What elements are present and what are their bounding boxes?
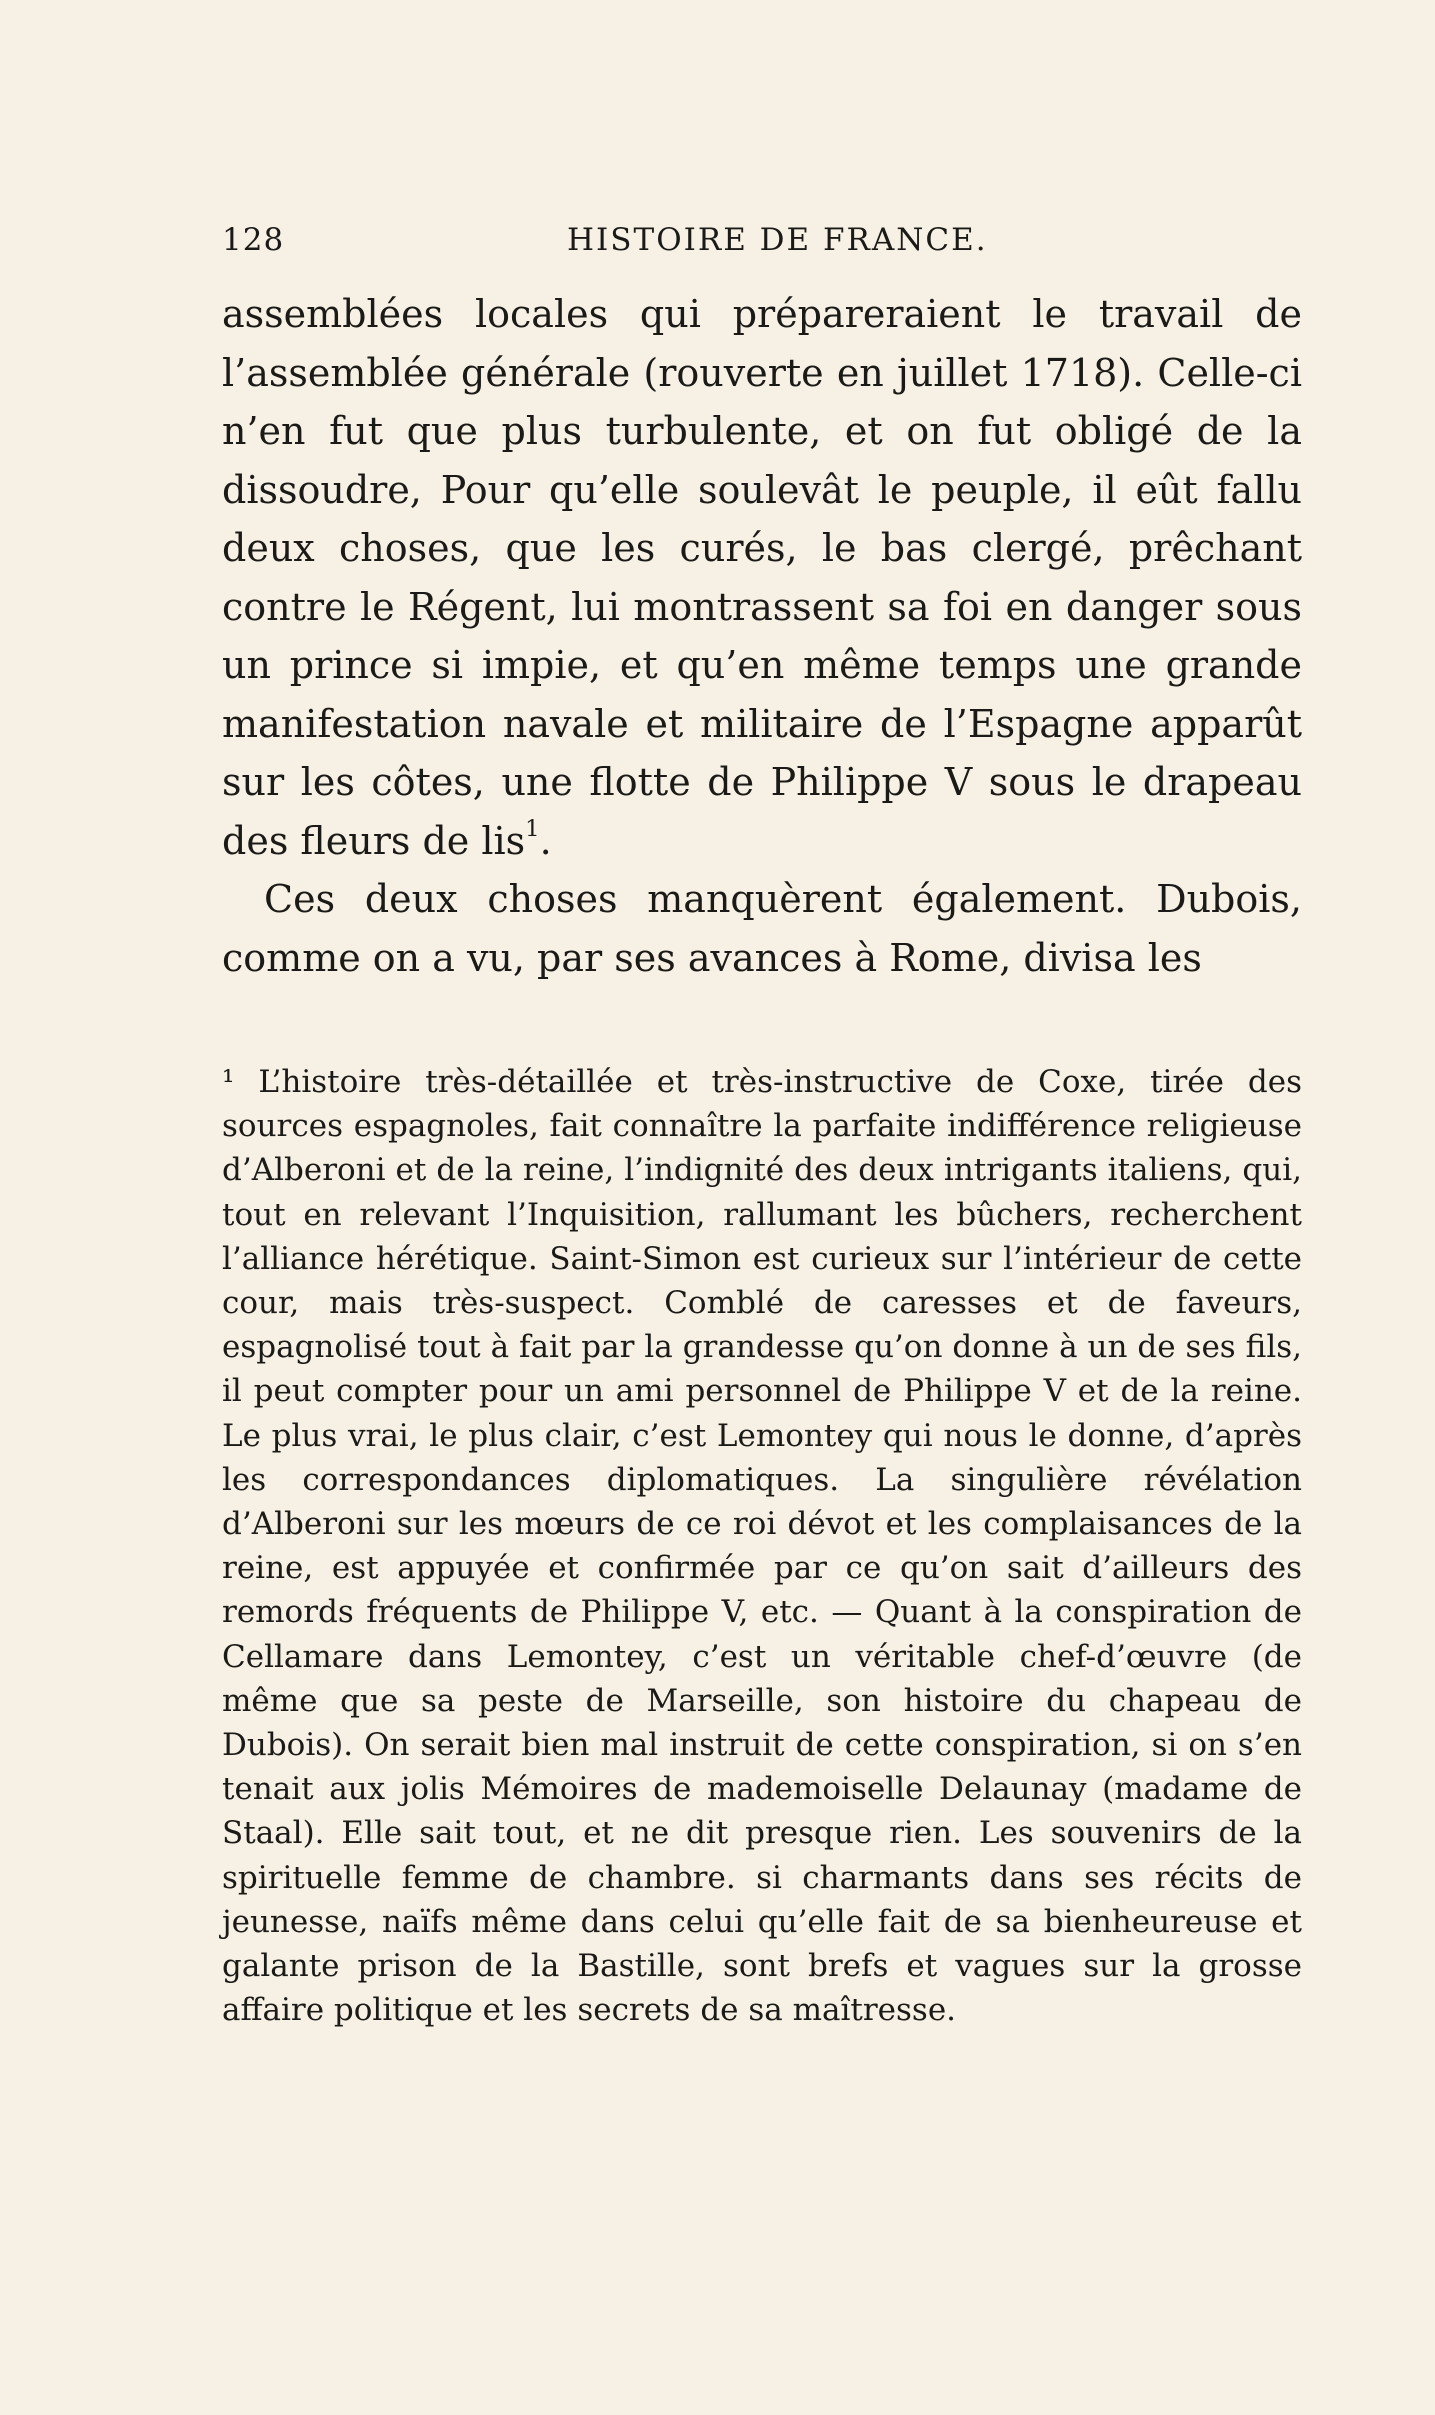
footnote-reference: 1 bbox=[525, 815, 540, 842]
footnote-marker: ¹ bbox=[222, 1064, 235, 1100]
running-title: HISTOIRE DE FRANCE. bbox=[567, 222, 988, 258]
footnote-text: L’histoire très-détaillée et très-instructive de Coxe, tirée des sources espagnoles, fait connaître la parfaite indifférence religieuse d’Alberoni et de la reine, l’indignité des deux intrigants italiens, qui, tout en relevant l’Inquisition, rallumant les bûchers, recherchent l’alliance hérétique. Saint-Simon est curieux sur l’intérieur de cette cour, mais très-suspect. Comblé de caresses et de faveurs, espagnolisé tout à fait par la grandesse qu’on donne à un de ses fils, il peut compter pour un ami personnel de Philippe V et de la reine. Le plus vrai, le plus clair, c’est Lemontey qui nous le donne, d’après les correspondances diplomatiques. La singulière révélation d’Alberoni sur les mœurs de ce roi dévot et les complaisances de la reine, est appuyée et confirmée par ce qu’on sait d’ailleurs des remords fréquents de Philippe V, etc. — Quant à la conspiration de Cellamare dans Lemontey, c’est un véritable chef-d’œuvre (de même que sa peste de Marseille, son histoire du chapeau de Dubois). On serait bien mal instruit de cette conspiration, si on s’en tenait aux jolis Mémoires de mademoiselle Delaunay (madame de Staal). Elle sait tout, et ne dit presque rien. Les souvenirs de la spirituelle femme de chambre. si charmants dans ses récits de jeunesse, naïfs même dans celui qu’elle fait de sa bienheureuse et galante prison de la Bastille, sont brefs et vagues sur la grosse affaire politique et les secrets de sa maîtresse. bbox=[222, 1064, 1302, 2029]
paragraph-end: . bbox=[539, 818, 552, 863]
paragraph bbox=[222, 285, 1302, 870]
paragraph-text: assemblées locales qui prépareraient le travail de l’assemblée générale (rouverte en juillet 1718). Celle-ci n’en fut que plus turbulente, et on fut obligé de la dissoudre, Pour qu’elle soulevât le peuple, il eût fallu deux choses, que les curés, le bas clergé, prêchant contre le Régent, lui montrassent sa foi en danger sous un prince si impie, et qu’en même temps une grande manifestation navale et militaire de l’Espagne apparût sur les côtes, une flotte de Philippe V sous le drapeau des fleurs de lis bbox=[222, 292, 1302, 863]
running-head bbox=[222, 222, 1302, 262]
paragraph-text: Ces deux choses manquèrent également. Dubois, comme on a vu, par ses avances à Rome, divisa les bbox=[222, 877, 1302, 980]
paragraph bbox=[222, 870, 1302, 987]
main-text bbox=[222, 285, 1302, 987]
page-number: 128 bbox=[222, 222, 285, 258]
footnote bbox=[222, 1060, 1302, 2032]
